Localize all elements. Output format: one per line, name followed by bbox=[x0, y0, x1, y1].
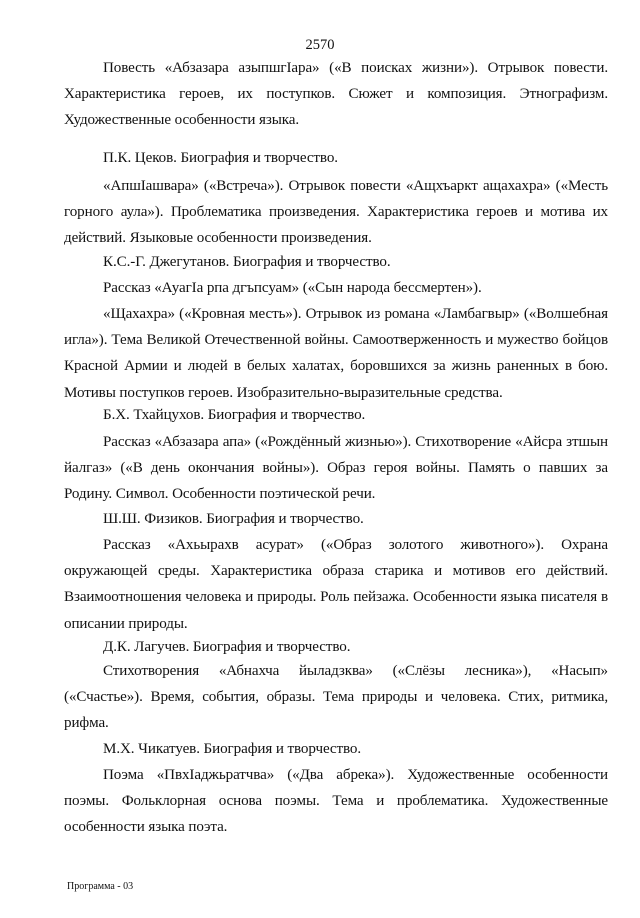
paragraph-vstrecha: «АпшІашвара» («Встреча»). Отрывок повести «Ащхъаркт ащахахра» («Месть горного аула»). Проблематика произведения. Характеристика героев и мотива их действий. Языковые особенности произведения. bbox=[64, 178, 608, 247]
page-number: 2570 bbox=[305, 37, 335, 53]
paragraph-obraz-zhivotnogo: Рассказ «Ахьырахв асурат» («Образ золотого животного»). Охрана окружающей среды. Характеристика образа старика и мотивов его действий. Взаимоотношения человека и природы. Роль пейзажа. Особенности языка писателя в описании природы. bbox=[64, 537, 608, 632]
paragraph-slezy-lesnika: Стихотворения «Абнахча йыладзква» («Слёзы лесника»), «Насып» («Счастье»). Время, события, образы. Тема природы и человека. Стих, ритмика, рифма. bbox=[64, 663, 608, 732]
paragraph-krovnaya-mest: «Щахахра» («Кровная месть»). Отрывок из романа «Ламбагвыр» («Волшебная игла»). Тема Великой Отечественной войны. Самоотверженность и мужество бойцов Красной Армии и людей в белых халатах, боровшихся за жизнь раненных в бою. Мотивы поступков героев. Изобразительно-выразительные средства. bbox=[64, 306, 608, 401]
paragraph-fizikov-bio: Ш.Ш. Физиков. Биография и творчество. bbox=[103, 511, 364, 527]
paragraph-tsekov-bio: П.К. Цеков. Биография и творчество. bbox=[103, 150, 338, 166]
paragraph-abzazara-novella: Повесть «Абзазара азыпшгІара» («В поисках жизни»). Отрывок повести. Характеристика героев, их поступков. Сюжет и композиция. Этнографизм. Художественные особенности языка. bbox=[64, 60, 608, 129]
paragraph-dzhegutanov-bio: К.С.-Г. Джегутанов. Биография и творчество. bbox=[103, 254, 391, 270]
paragraph-rozhdenny-zhiznyu: Рассказ «Абзазара апа» («Рождённый жизнью»). Стихотворение «Айсра зтшын йалгаз» («В день окончания войны»). Образ героя войны. Память о павших за Родину. Символ. Особенности поэтической речи. bbox=[64, 434, 608, 503]
paragraph-syn-naroda: Рассказ «АуагІа рпа дгъпсуам» («Сын народа бессмертен»). bbox=[103, 280, 482, 296]
paragraph-dva-abreka: Поэма «ПвхІаджьратчва» («Два абрека»). Художественные особенности поэмы. Фольклорная основа поэмы. Тема и проблематика. Художественные особенности языка поэта. bbox=[64, 767, 608, 836]
paragraph-tkhaytsukhov-bio: Б.Х. Тхайцухов. Биография и творчество. bbox=[103, 407, 366, 423]
footer-program-label: Программа - 03 bbox=[67, 881, 134, 892]
paragraph-laguchev-bio: Д.К. Лагучев. Биография и творчество. bbox=[103, 639, 351, 655]
paragraph-chikatuev-bio: М.Х. Чикатуев. Биография и творчество. bbox=[103, 741, 362, 757]
